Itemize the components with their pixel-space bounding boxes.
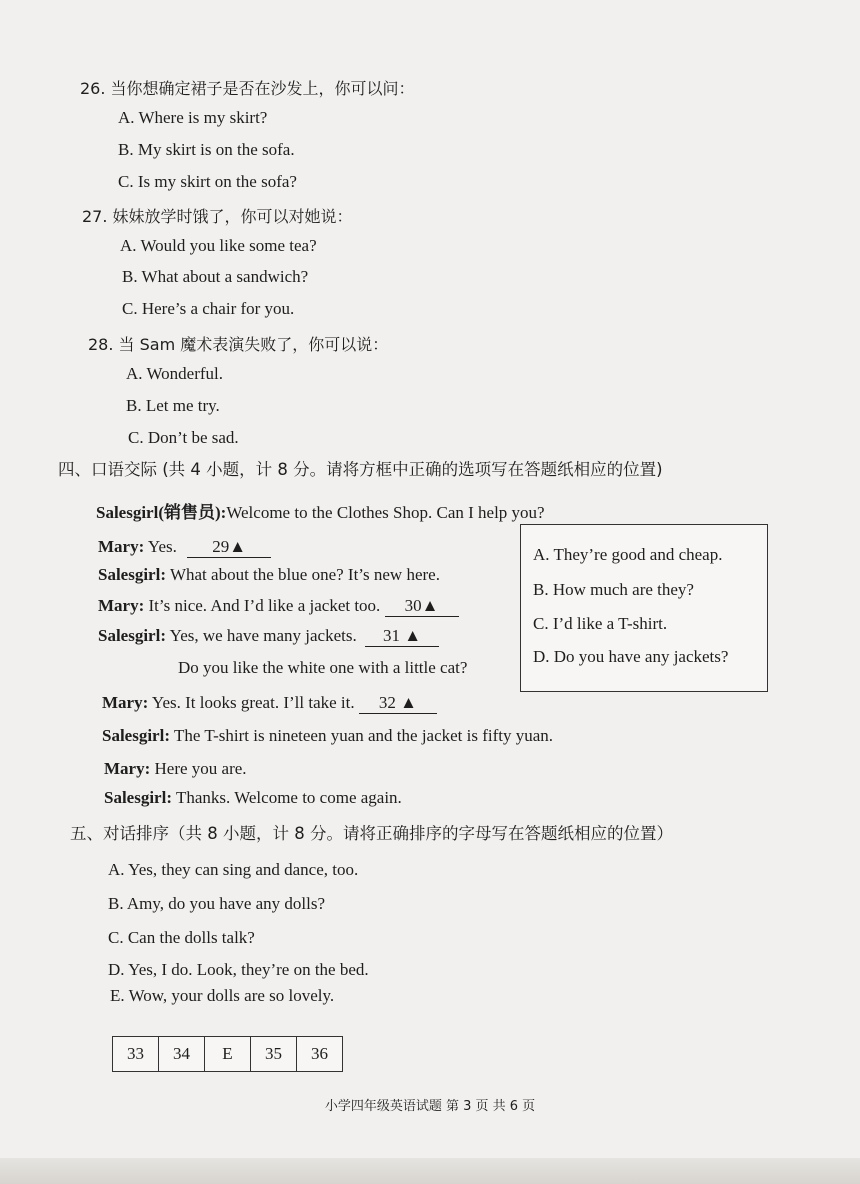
order-cell[interactable]: 33: [113, 1037, 159, 1072]
choice-c: C. I’d like a T-shirt.: [533, 614, 668, 633]
speaker: Salesgirl:: [104, 788, 172, 807]
order-line-e: E. Wow, your dolls are so lovely.: [110, 986, 335, 1005]
q27-option-c: C. Here’s a chair for you.: [122, 299, 295, 318]
dialog-line: [102, 693, 437, 714]
q27-stem: 27. 妹妹放学时饿了，你可以对她说：: [82, 207, 353, 226]
section4-heading: 四、口语交际 (共 4 小题，计 8 分。请将方框中正确的选项写在答题纸相应的位置): [58, 460, 663, 479]
order-line-a: A. Yes, they can sing and dance, too.: [108, 860, 359, 879]
order-cell[interactable]: 35: [251, 1037, 297, 1072]
line-text: Here you are.: [154, 759, 247, 778]
speaker: Mary:: [98, 596, 145, 615]
q27-option-b: B. What about a sandwich?: [122, 267, 309, 286]
line-text: It’s nice. And I’d like a jacket too.: [148, 596, 381, 615]
speaker: Salesgirl(销售员):: [96, 503, 227, 522]
order-line-d: D. Yes, I do. Look, they’re on the bed.: [108, 960, 369, 979]
paper-edge: [0, 1158, 860, 1184]
speaker: Mary:: [98, 537, 145, 556]
line-text: What about the blue one? It’s new here.: [169, 565, 440, 584]
dialog-line: [98, 596, 459, 617]
order-cell[interactable]: E: [205, 1037, 251, 1072]
line-text: Welcome to the Clothes Shop. Can I help you?: [226, 503, 545, 522]
dialog-line: [98, 565, 440, 585]
order-answer-table: [112, 1036, 343, 1072]
order-cell[interactable]: 34: [159, 1037, 205, 1072]
choice-d: D. Do you have any jackets?: [533, 647, 729, 666]
line-text: Yes.: [147, 537, 177, 556]
order-line-b: B. Amy, do you have any dolls?: [108, 894, 326, 913]
line-text: The T-shirt is nineteen yuan and the jacket is fifty yuan.: [173, 726, 554, 745]
q28-option-a: A. Wonderful.: [126, 364, 223, 383]
line-text: Yes, we have many jackets.: [169, 626, 357, 645]
speaker: Salesgirl:: [98, 565, 166, 584]
answer-blank-32[interactable]: 32 ▲: [359, 693, 437, 714]
answer-blank-30[interactable]: 30▲: [385, 596, 459, 617]
speaker: Mary:: [104, 759, 151, 778]
speaker: Mary:: [102, 693, 149, 712]
page-footer: 小学四年级英语试题 第 3 页 共 6 页: [324, 1099, 536, 1114]
choice-box: [520, 524, 768, 692]
q28-stem: 28. 当 Sam 魔术表演失败了，你可以说：: [88, 335, 389, 354]
q27-option-a: A. Would you like some tea?: [120, 236, 317, 255]
order-cell[interactable]: 36: [297, 1037, 343, 1072]
section5-heading: 五、对话排序（共 8 小题，计 8 分。请将正确排序的字母写在答题纸相应的位置）: [70, 824, 673, 843]
choice-a: A. They’re good and cheap.: [533, 545, 723, 564]
dialog-line: [96, 498, 545, 523]
q28-option-c: C. Don’t be sad.: [128, 428, 239, 447]
dialog-line: [98, 626, 439, 647]
dialog-line: [102, 726, 553, 746]
dialog-line: [104, 788, 402, 808]
q28-option-b: B. Let me try.: [126, 396, 220, 415]
speaker: Salesgirl:: [102, 726, 170, 745]
line-text: Yes. It looks great. I’ll take it.: [151, 693, 355, 712]
order-line-c: C. Can the dolls talk?: [108, 928, 255, 947]
answer-blank-31[interactable]: 31 ▲: [365, 626, 439, 647]
q26-stem: 26. 当你想确定裙子是否在沙发上，你可以问：: [80, 79, 415, 98]
answer-blank-29[interactable]: 29▲: [187, 537, 271, 558]
dialog-line: [178, 658, 467, 678]
dialog-line: [104, 759, 247, 779]
choice-b: B. How much are they?: [533, 580, 694, 599]
q26-option-c: C. Is my skirt on the sofa?: [118, 172, 297, 191]
dialog-line: [98, 537, 271, 558]
q26-option-b: B. My skirt is on the sofa.: [118, 140, 295, 159]
speaker: Salesgirl:: [98, 626, 166, 645]
line-text: Do you like the white one with a little cat?: [178, 658, 468, 677]
q26-option-a: A. Where is my skirt?: [118, 108, 268, 127]
line-text: Thanks. Welcome to come again.: [175, 788, 402, 807]
